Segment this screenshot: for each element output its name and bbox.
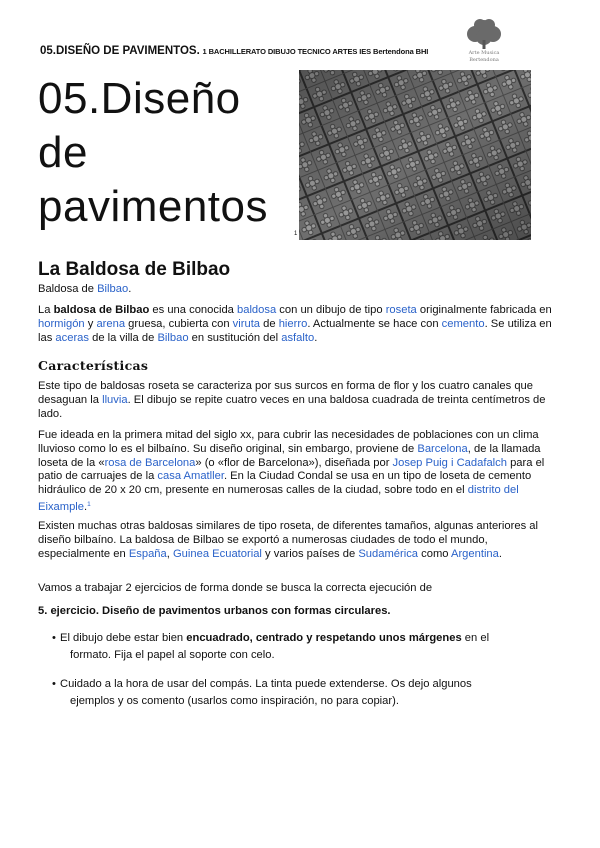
link-eixample[interactable]: distrito del Eixample	[38, 484, 519, 513]
page-header	[40, 45, 428, 57]
link-aceras[interactable]: aceras	[55, 331, 90, 344]
link-argentina[interactable]: Argentina	[450, 547, 499, 560]
link-viruta[interactable]: viruta	[232, 317, 261, 330]
link-roseta[interactable]: roseta	[385, 304, 417, 316]
link-bilbao[interactable]: Bilbao	[97, 283, 129, 295]
section-title: Características	[38, 358, 149, 373]
bullet-icon: •	[52, 678, 56, 690]
paragraph-4: Vamos a trabajar 2 ejercicios de forma donde se busca la correcta ejecución de	[38, 582, 433, 594]
footnote-ref[interactable]: 1	[87, 500, 91, 508]
link-hormigon[interactable]: hormigón	[38, 317, 85, 330]
header-title: 05.DISEÑO DE PAVIMENTOS.	[40, 45, 200, 57]
link-baldosa[interactable]: baldosa	[237, 304, 277, 316]
header-course: 1 BACHILLERATO DIBUJO TECNICO ARTES IES Bertendona BHI	[202, 47, 429, 56]
link-casa-amatller[interactable]: casa Amatller	[157, 470, 224, 483]
link-asfalto[interactable]: asfalto	[281, 331, 315, 344]
logo-caption	[457, 50, 511, 64]
subtitle: La Baldosa de Bilbao	[38, 259, 231, 280]
link-barcelona[interactable]: Barcelona	[417, 442, 468, 455]
exercise-title: 5. ejercicio. Diseño de pavimentos urbanos con formas circulares.	[38, 605, 391, 617]
link-puig-cadafalch[interactable]: Josep Puig i Cadafalch	[392, 456, 507, 469]
page-title	[38, 72, 298, 234]
bullet-icon: •	[52, 632, 56, 644]
link-rosa-barcelona[interactable]: rosa de Barcelona	[104, 456, 196, 469]
paragraph-1: Este tipo de baldosas roseta se caracteriza por sus surcos en forma de flor y los cuatro canales que desaguan la lluvia. El dibujo se repite cuatro veces en una baldosa cuadrada de treinta centímetros de lado.	[38, 380, 546, 420]
logo-caption-line1: Arte Musica	[468, 50, 500, 56]
link-espana[interactable]: España	[128, 547, 167, 560]
link-guinea[interactable]: Guinea Ecuatorial	[172, 547, 262, 560]
list-item: • El dibujo debe estar bien encuadrado, centrado y respetando unos márgenes en el formato. Fija el papel al soporte con celo.	[52, 632, 490, 661]
link-hierro[interactable]: hierro	[278, 317, 308, 330]
title-line-1: 05.Diseño	[38, 74, 241, 123]
paragraph-3: Existen muchas otras baldosas similares de tipo roseta, de diferentes tamaños, algunas anteriores al diseño bilbaíno. La baldosa de Bilbao se exportó a numerosas ciudades de todo el mundo, especialmente en España, Guinea Ecuatorial y varios países de Sudamérica como Argentina.	[38, 520, 538, 560]
photo-footnote: 1	[294, 231, 298, 237]
link-lluvia[interactable]: lluvia	[102, 393, 128, 406]
logo-caption-line2: Bertendona	[469, 57, 499, 63]
link-bilbao-2[interactable]: Bilbao	[157, 331, 189, 344]
pavement-photo	[299, 70, 531, 240]
link-cemento[interactable]: cemento	[441, 317, 485, 330]
link-sudamerica[interactable]: Sudamérica	[358, 547, 419, 560]
paragraph-2: Fue ideada en la primera mitad del siglo xx, para cubrir las necesidades de poblaciones con un clima lluvioso como lo es el bilbaíno. Su diseño original, sin embargo, proviene de Barcelona, de la llamada loseta de la «rosa de Barcelona» (o «flor de Barcelona»), diseñada por Josep Puig i Cadafalch para el patio de carruajes de la casa Amatller. En la Ciudad Condal se usa en un tipo de loseta de cemento hidráulico de 20 x 20 cm, presente en numerosas calles de la ciudad, sobre todo en el distrito del Eixample.$^1$	[38, 429, 545, 513]
link-arena[interactable]: arena	[96, 317, 126, 330]
list-item: • Cuidado a la hora de usar del compás. La tinta puede extenderse. Os dejo algunos ejemplos y os comento (usarlos como inspiración, no para copiar).	[52, 678, 472, 707]
title-line-3: pavimentos	[38, 182, 269, 231]
intro-paragraph: La baldosa de Bilbao es una conocida baldosa con un dibujo de tipo roseta originalmente fabricada en hormigón y arena gruesa, cubierta con viruta de hierro. Actualmente se hace con cemento. Se utiliza en las aceras de la villa de Bilbao en sustitución del asfalto.	[38, 304, 552, 344]
source-line: Baldosa de Bilbao.	[38, 283, 132, 295]
title-line-2: de	[38, 128, 88, 177]
